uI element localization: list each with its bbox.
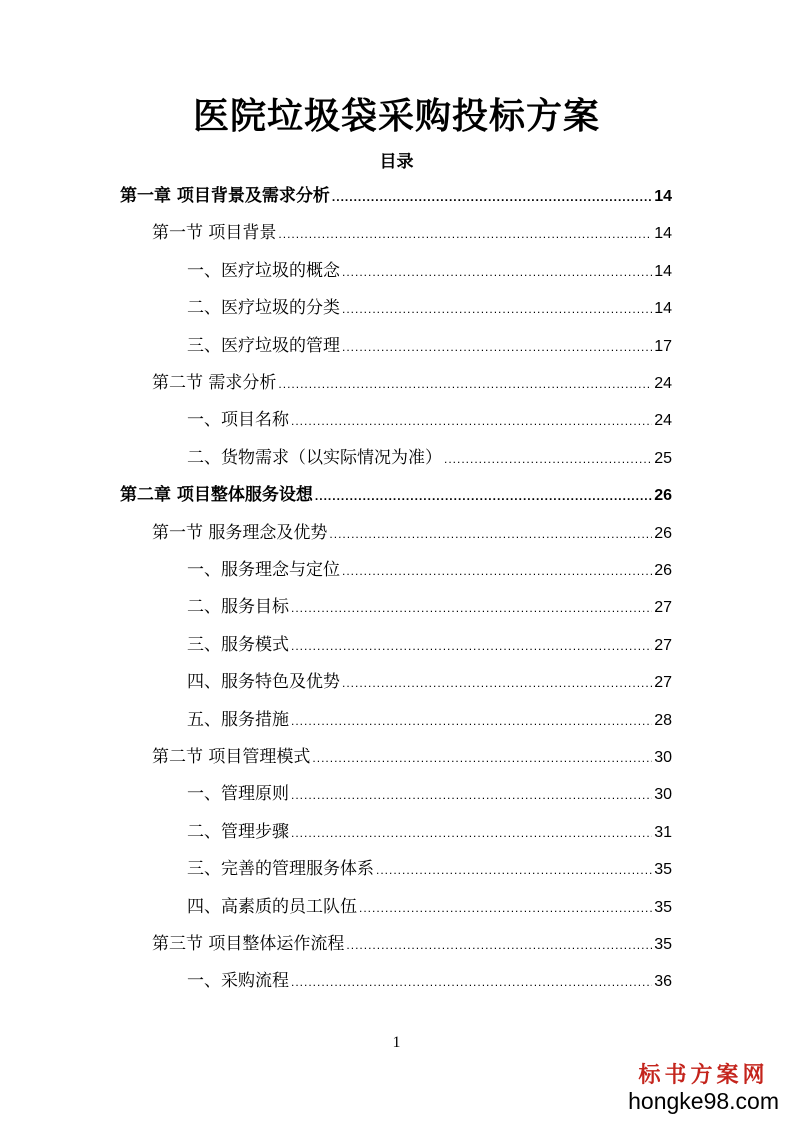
- toc-entry-page: 26: [654, 562, 672, 579]
- toc-section-entry[interactable]: [152, 518, 672, 544]
- toc-entry-label: 四、服务特色及优势: [187, 672, 340, 693]
- toc-entry-page: 27: [654, 599, 672, 617]
- toc-leader-dots: [312, 751, 652, 765]
- toc-leader-dots: [444, 452, 652, 466]
- toc-section-entry[interactable]: [152, 742, 672, 768]
- toc-entry-label: 第二节 需求分析: [152, 373, 277, 393]
- toc-leader-dots: [342, 564, 652, 578]
- toc-leader-dots: [278, 227, 652, 241]
- toc-entry-label: 一、管理原则: [187, 784, 289, 805]
- watermark-site-name: 标书方案网: [638, 1062, 769, 1088]
- toc-entry-page: 27: [654, 674, 672, 692]
- toc-leader-dots: [291, 714, 652, 728]
- toc-subsection-entry[interactable]: [187, 966, 672, 992]
- toc-leader-dots: [332, 190, 652, 204]
- document-title: 医院垃圾袋采购投标方案: [192, 95, 600, 137]
- toc-subsection-entry[interactable]: [187, 854, 672, 880]
- toc-subsection-entry[interactable]: [187, 256, 672, 282]
- toc-subsection-entry[interactable]: [187, 331, 672, 357]
- toc-entry-page: 14: [654, 225, 672, 243]
- toc-subsection-entry[interactable]: [187, 817, 672, 843]
- toc-subsection-entry[interactable]: [187, 892, 672, 918]
- toc-entry-label: 三、完善的管理服务体系: [187, 859, 374, 880]
- toc-entry-page: 17: [654, 337, 672, 355]
- toc-entry-page: 30: [654, 749, 672, 766]
- toc-entry-label: 二、医疗垃圾的分类: [187, 298, 340, 319]
- toc-entry-label: 第二章 项目整体服务设想: [120, 485, 313, 506]
- toc-leader-dots: [315, 489, 652, 503]
- toc-chapter-entry[interactable]: [120, 181, 672, 207]
- toc-entry-page: 35: [654, 936, 672, 953]
- toc-entry-page: 35: [654, 898, 672, 916]
- toc-entry-page: 26: [654, 487, 672, 505]
- toc-leader-dots: [342, 302, 652, 316]
- toc-entry-label: 第二节 项目管理模式: [152, 747, 311, 767]
- toc-leader-dots: [291, 639, 652, 653]
- toc-subsection-entry[interactable]: [187, 705, 672, 731]
- toc-leader-dots: [342, 676, 652, 690]
- toc-entry-page: 25: [654, 449, 672, 467]
- toc-entry-page: 26: [654, 524, 672, 542]
- toc-entry-label: 第一节 服务理念及优势: [152, 522, 328, 543]
- toc-entry-page: 36: [654, 973, 672, 991]
- toc-entry-page: 14: [654, 300, 672, 318]
- toc-leader-dots: [278, 377, 652, 391]
- toc-entry-label: 二、货物需求（以实际情况为准）: [187, 447, 442, 468]
- watermark-url: hongke98.com: [628, 1088, 779, 1114]
- toc-heading: 目录: [379, 152, 414, 172]
- toc-entry-page: 14: [654, 262, 672, 280]
- toc-leader-dots: [342, 265, 652, 279]
- toc-entry-label: 五、服务措施: [187, 709, 289, 730]
- toc-entry-label: 二、服务目标: [187, 597, 289, 618]
- toc-entry-page: 30: [654, 786, 672, 804]
- toc-entry-label: 一、医疗垃圾的概念: [187, 260, 340, 281]
- toc-entry-label: 四、高素质的员工队伍: [187, 896, 357, 917]
- toc-subsection-entry[interactable]: [187, 293, 672, 319]
- toc-leader-dots: [291, 601, 652, 615]
- toc-entry-label: 三、医疗垃圾的管理: [187, 335, 340, 356]
- toc-subsection-entry[interactable]: [187, 779, 672, 805]
- toc-entry-page: 14: [654, 188, 672, 205]
- toc-entry-label: 一、项目名称: [187, 410, 289, 431]
- toc-subsection-entry[interactable]: [187, 667, 672, 693]
- toc-entry-label: 一、采购流程: [187, 971, 289, 992]
- toc-leader-dots: [346, 938, 652, 952]
- toc-entry-label: 三、服务模式: [187, 634, 289, 655]
- toc-entry-label: 第一章 项目背景及需求分析: [120, 186, 330, 206]
- toc-chapter-entry[interactable]: [120, 480, 672, 506]
- toc-leader-dots: [342, 340, 652, 354]
- toc-leader-dots: [329, 527, 652, 541]
- toc-entry-label: 第一节 项目背景: [152, 223, 277, 244]
- toc-leader-dots: [359, 901, 652, 915]
- toc-entry-label: 第三节 项目整体运作流程: [152, 934, 345, 954]
- toc-entry-page: 24: [654, 375, 672, 392]
- toc-section-entry[interactable]: [152, 929, 672, 955]
- toc-subsection-entry[interactable]: [187, 630, 672, 656]
- toc-section-entry[interactable]: [152, 368, 672, 394]
- toc-entry-page: 35: [654, 861, 672, 879]
- watermark-logo: [628, 1062, 779, 1114]
- toc-entry-label: 一、服务理念与定位: [187, 560, 340, 580]
- toc-leader-dots: [291, 826, 652, 840]
- toc-entry-label: 二、管理步骤: [187, 821, 289, 842]
- toc-leader-dots: [291, 975, 652, 989]
- toc-leader-dots: [291, 788, 652, 802]
- toc-entry-page: 27: [654, 636, 672, 654]
- toc-entry-page: 28: [654, 711, 672, 729]
- toc-leader-dots: [291, 414, 652, 428]
- toc-leader-dots: [376, 863, 652, 877]
- toc-subsection-entry[interactable]: [187, 443, 672, 469]
- page-number: 1: [392, 1034, 401, 1051]
- toc-entry-page: 31: [654, 823, 672, 841]
- toc-subsection-entry[interactable]: [187, 592, 672, 618]
- toc-section-entry[interactable]: [152, 218, 672, 244]
- toc-entry-page: 24: [654, 412, 672, 430]
- toc-subsection-entry[interactable]: [187, 555, 672, 581]
- toc-subsection-entry[interactable]: [187, 405, 672, 431]
